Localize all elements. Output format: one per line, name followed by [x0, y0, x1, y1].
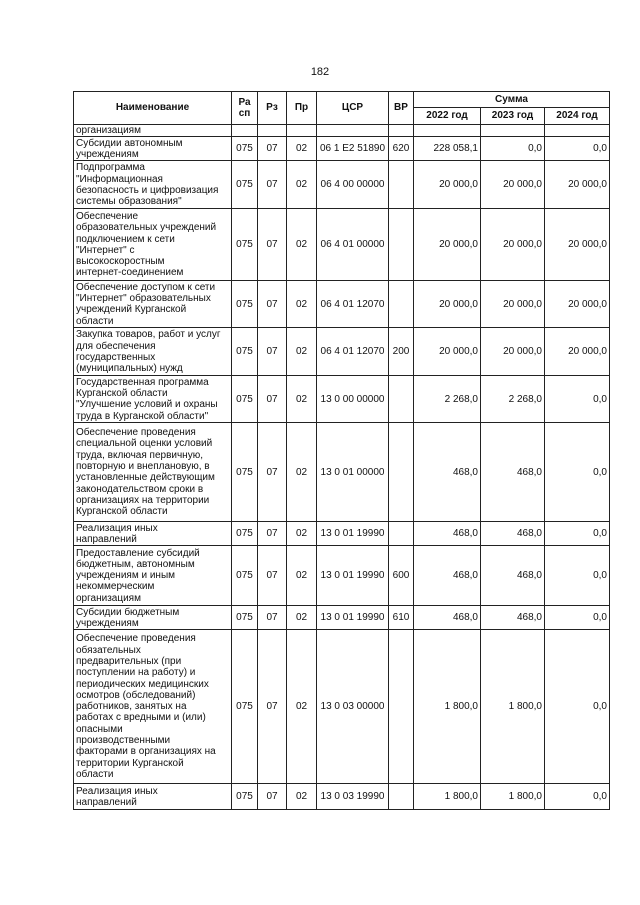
cell-pr [287, 125, 317, 137]
cell-csr: 06 4 01 00000 [317, 209, 389, 281]
table-row [74, 784, 610, 810]
cell-vr: 600 [389, 546, 414, 606]
cell-s2022: 1 800,0 [414, 784, 481, 810]
table-row [74, 209, 610, 281]
cell-vr [389, 125, 414, 137]
cell-pr: 02 [287, 423, 317, 522]
cell-rasp: 075 [232, 137, 258, 161]
cell-vr: 610 [389, 606, 414, 630]
cell-pr: 02 [287, 161, 317, 209]
cell-name: организациям [74, 125, 232, 137]
cell-pr: 02 [287, 784, 317, 810]
cell-rz: 07 [258, 281, 287, 328]
table-row [74, 137, 610, 161]
cell-rasp: 075 [232, 161, 258, 209]
cell-s2023: 1 800,0 [481, 784, 545, 810]
cell-s2024: 0,0 [545, 522, 610, 546]
cell-s2023: 20 000,0 [481, 209, 545, 281]
cell-rz: 07 [258, 522, 287, 546]
cell-name: Субсидии бюджетным учреждениям [74, 606, 232, 630]
cell-s2022: 228 058,1 [414, 137, 481, 161]
cell-pr: 02 [287, 546, 317, 606]
cell-s2023: 2 268,0 [481, 376, 545, 423]
cell-s2024 [545, 125, 610, 137]
header-rz: Рз [258, 92, 287, 125]
cell-s2024: 0,0 [545, 784, 610, 810]
cell-rasp: 075 [232, 328, 258, 376]
page-number: 182 [310, 66, 330, 78]
header-name: Наименование [74, 92, 232, 125]
cell-name: Обеспечение проведения обязательных предварительных (при поступлении на работу) и периодических медицинских осмотров (обследований) работников, занятых на работах с вредными и (или) опасными производственными факторами в организациях на территории Курганской области [74, 630, 232, 784]
cell-name: Реализация иных направлений [74, 784, 232, 810]
cell-name: Предоставление субсидий бюджетным, автономным учреждениям и иным некоммерческим организациям [74, 546, 232, 606]
header-rasp-top: Ра [238, 96, 251, 108]
cell-rz: 07 [258, 376, 287, 423]
table-row [74, 606, 610, 630]
cell-name: Государственная программа Курганской области "Улучшение условий и охраны труда в Курганской области" [74, 376, 232, 423]
table-row [74, 125, 610, 137]
table-row [74, 161, 610, 209]
cell-rz: 07 [258, 606, 287, 630]
table-row [74, 376, 610, 423]
cell-name: Закупка товаров, работ и услуг для обеспечения государственных (муниципальных) нужд [74, 328, 232, 376]
cell-s2022: 468,0 [414, 423, 481, 522]
cell-name: Подпрограмма "Информационная безопасность и цифровизация системы образования" [74, 161, 232, 209]
cell-s2023: 0,0 [481, 137, 545, 161]
cell-rz: 07 [258, 137, 287, 161]
cell-rasp: 075 [232, 522, 258, 546]
cell-vr [389, 784, 414, 810]
cell-s2023: 468,0 [481, 546, 545, 606]
cell-rasp: 075 [232, 281, 258, 328]
cell-pr: 02 [287, 281, 317, 328]
cell-s2024: 20 000,0 [545, 281, 610, 328]
header-csr: ЦСР [317, 92, 389, 125]
cell-csr: 06 1 E2 51890 [317, 137, 389, 161]
cell-rasp: 075 [232, 376, 258, 423]
cell-rz: 07 [258, 423, 287, 522]
cell-pr: 02 [287, 630, 317, 784]
cell-s2022: 468,0 [414, 546, 481, 606]
cell-csr: 06 4 01 12070 [317, 281, 389, 328]
header-2022: 2022 год [414, 108, 481, 125]
cell-name: Обеспечение проведения специальной оценки условий труда, включая первичную, повторную и внеплановую, в установленные действующим законодательством сроки в организациях на территории Курганской области [74, 423, 232, 522]
cell-csr: 13 0 01 19990 [317, 606, 389, 630]
cell-vr [389, 209, 414, 281]
cell-rasp: 075 [232, 784, 258, 810]
table-row [74, 328, 610, 376]
cell-s2023: 468,0 [481, 423, 545, 522]
table-body [74, 125, 610, 810]
cell-vr [389, 522, 414, 546]
cell-pr: 02 [287, 376, 317, 423]
cell-vr [389, 281, 414, 328]
cell-name: Обеспечение доступом к сети "Интернет" образовательных учреждений Курганской области [74, 281, 232, 328]
cell-s2024: 20 000,0 [545, 209, 610, 281]
cell-s2023: 468,0 [481, 606, 545, 630]
cell-s2023 [481, 125, 545, 137]
cell-s2022: 20 000,0 [414, 328, 481, 376]
header-2023: 2023 год [481, 108, 545, 125]
cell-rasp: 075 [232, 630, 258, 784]
cell-csr [317, 125, 389, 137]
cell-pr: 02 [287, 209, 317, 281]
cell-vr [389, 161, 414, 209]
cell-rz: 07 [258, 630, 287, 784]
cell-s2023: 1 800,0 [481, 630, 545, 784]
cell-pr: 02 [287, 522, 317, 546]
cell-vr: 620 [389, 137, 414, 161]
cell-csr: 06 4 01 12070 [317, 328, 389, 376]
cell-rz: 07 [258, 328, 287, 376]
header-rasp-bottom: сп [238, 108, 251, 119]
cell-s2022: 2 268,0 [414, 376, 481, 423]
cell-s2023: 20 000,0 [481, 281, 545, 328]
cell-rasp [232, 125, 258, 137]
cell-rz: 07 [258, 784, 287, 810]
cell-vr [389, 630, 414, 784]
cell-csr: 13 0 01 00000 [317, 423, 389, 522]
cell-pr: 02 [287, 137, 317, 161]
cell-rz: 07 [258, 161, 287, 209]
cell-csr: 13 0 00 00000 [317, 376, 389, 423]
cell-s2023: 468,0 [481, 522, 545, 546]
cell-vr [389, 423, 414, 522]
cell-s2022: 20 000,0 [414, 161, 481, 209]
cell-rasp: 075 [232, 209, 258, 281]
cell-csr: 13 0 03 19990 [317, 784, 389, 810]
cell-csr: 13 0 01 19990 [317, 522, 389, 546]
table-row [74, 423, 610, 522]
header-vr: ВР [389, 92, 414, 125]
cell-name: Реализация иных направлений [74, 522, 232, 546]
table-row [74, 630, 610, 784]
cell-rz [258, 125, 287, 137]
cell-vr [389, 376, 414, 423]
cell-name: Субсидии автономным учреждениям [74, 137, 232, 161]
cell-s2024: 20 000,0 [545, 328, 610, 376]
cell-s2024: 0,0 [545, 137, 610, 161]
header-2024: 2024 год [545, 108, 610, 125]
header-sum: Сумма [414, 92, 610, 108]
cell-s2024: 0,0 [545, 630, 610, 784]
cell-rz: 07 [258, 546, 287, 606]
cell-s2024: 0,0 [545, 606, 610, 630]
cell-s2024: 0,0 [545, 423, 610, 522]
cell-s2022 [414, 125, 481, 137]
cell-rasp: 075 [232, 606, 258, 630]
table-row [74, 546, 610, 606]
cell-pr: 02 [287, 606, 317, 630]
header-rasp [232, 92, 258, 125]
cell-s2023: 20 000,0 [481, 161, 545, 209]
cell-s2023: 20 000,0 [481, 328, 545, 376]
cell-name: Обеспечение образовательных учреждений подключением к сети "Интернет" с высокоскоростным интернет-соединением [74, 209, 232, 281]
budget-table [73, 91, 610, 810]
cell-rasp: 075 [232, 423, 258, 522]
cell-s2022: 20 000,0 [414, 209, 481, 281]
cell-s2022: 468,0 [414, 522, 481, 546]
table-row [74, 522, 610, 546]
cell-pr: 02 [287, 328, 317, 376]
cell-csr: 06 4 00 00000 [317, 161, 389, 209]
cell-s2022: 468,0 [414, 606, 481, 630]
cell-rz: 07 [258, 209, 287, 281]
cell-rasp: 075 [232, 546, 258, 606]
table-row [74, 281, 610, 328]
cell-s2024: 20 000,0 [545, 161, 610, 209]
cell-s2024: 0,0 [545, 546, 610, 606]
cell-s2022: 1 800,0 [414, 630, 481, 784]
cell-csr: 13 0 03 00000 [317, 630, 389, 784]
cell-vr: 200 [389, 328, 414, 376]
cell-csr: 13 0 01 19990 [317, 546, 389, 606]
cell-s2024: 0,0 [545, 376, 610, 423]
header-pr: Пр [287, 92, 317, 125]
cell-s2022: 20 000,0 [414, 281, 481, 328]
